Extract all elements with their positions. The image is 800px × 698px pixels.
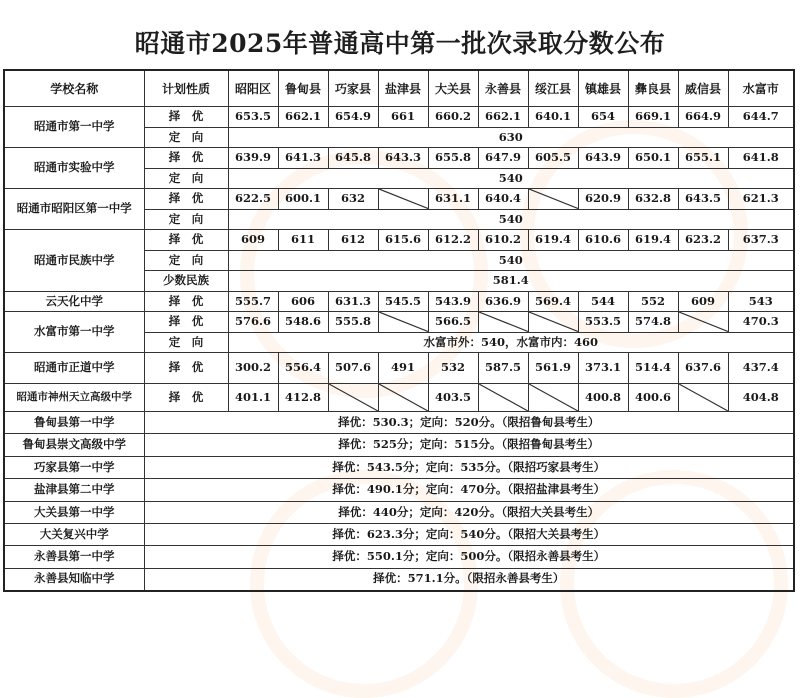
plan-type-dingxiang: 定 向 xyxy=(144,332,228,353)
header-plan: 计划性质 xyxy=(144,70,228,107)
score-note-cell: 择优：525分；定向：515分。（限招鲁甸县考生） xyxy=(144,434,794,456)
score-cell: 631.1 xyxy=(428,189,478,210)
score-cell: 548.6 xyxy=(278,312,328,333)
score-cell: 660.2 xyxy=(428,107,478,128)
school-name: 昭通市民族中学 xyxy=(4,230,144,292)
score-note-cell: 择优：623.3分；定向：540分。（限招大关县考生） xyxy=(144,523,794,545)
table-row xyxy=(4,456,794,478)
school-name: 巧家县第一中学 xyxy=(4,456,144,478)
score-cell: 606 xyxy=(278,291,328,312)
school-name: 昭通市昭阳区第一中学 xyxy=(4,189,144,230)
school-name: 永善县第一中学 xyxy=(4,546,144,568)
school-name: 云天化中学 xyxy=(4,291,144,312)
score-cell: 470.3 xyxy=(728,312,794,333)
score-cell: 623.2 xyxy=(678,230,728,251)
score-cell: 553.5 xyxy=(578,312,628,333)
header-region: 巧家县 xyxy=(328,70,378,107)
score-cell: 543.9 xyxy=(428,291,478,312)
table-row xyxy=(4,479,794,501)
score-cell: 619.4 xyxy=(628,230,678,251)
score-cell: 569.4 xyxy=(528,291,578,312)
plan-type-zeyou: 择 优 xyxy=(144,230,228,251)
empty-slash-cell xyxy=(378,384,428,412)
score-cell: 610.2 xyxy=(478,230,528,251)
empty-slash-cell xyxy=(528,384,578,412)
school-name: 昭通市实验中学 xyxy=(4,148,144,189)
score-cell: 620.9 xyxy=(578,189,628,210)
score-cell: 404.8 xyxy=(728,384,794,412)
score-cell: 654.9 xyxy=(328,107,378,128)
score-cell: 600.1 xyxy=(278,189,328,210)
score-cell: 662.1 xyxy=(478,107,528,128)
table-row xyxy=(4,384,794,412)
score-cell: 373.1 xyxy=(578,353,628,384)
score-cell: 532 xyxy=(428,353,478,384)
score-cell: 619.4 xyxy=(528,230,578,251)
table-row xyxy=(4,291,794,312)
table-row xyxy=(4,148,794,169)
school-name: 水富市第一中学 xyxy=(4,312,144,353)
score-cell: 609 xyxy=(228,230,278,251)
school-name: 盐津县第二中学 xyxy=(4,479,144,501)
school-name: 鲁甸县崇文高级中学 xyxy=(4,434,144,456)
score-cell: 632.8 xyxy=(628,189,678,210)
score-cell: 552 xyxy=(628,291,678,312)
score-cell: 653.5 xyxy=(228,107,278,128)
score-cell: 637.3 xyxy=(728,230,794,251)
header-region: 永善县 xyxy=(478,70,528,107)
directed-score-cell: 540 xyxy=(228,250,794,271)
score-cell: 612.2 xyxy=(428,230,478,251)
plan-type-dingxiang: 定 向 xyxy=(144,168,228,189)
table-row xyxy=(4,230,794,251)
school-name: 昭通市正道中学 xyxy=(4,353,144,384)
score-cell: 669.1 xyxy=(628,107,678,128)
header-region: 水富市 xyxy=(728,70,794,107)
table-row xyxy=(4,546,794,568)
empty-slash-cell xyxy=(378,312,428,333)
score-cell: 647.9 xyxy=(478,148,528,169)
diagonal-slash-icon xyxy=(479,312,528,332)
diagonal-slash-icon xyxy=(529,189,578,209)
empty-slash-cell xyxy=(678,312,728,333)
table-row xyxy=(4,189,794,210)
score-cell: 615.6 xyxy=(378,230,428,251)
school-name: 昭通市神州天立高级中学 xyxy=(4,384,144,412)
score-cell: 566.5 xyxy=(428,312,478,333)
score-cell: 643.9 xyxy=(578,148,628,169)
empty-slash-cell xyxy=(528,312,578,333)
diagonal-slash-icon xyxy=(479,384,528,411)
empty-slash-cell xyxy=(328,384,378,412)
header-region: 盐津县 xyxy=(378,70,428,107)
score-cell: 664.9 xyxy=(678,107,728,128)
admission-score-table xyxy=(3,69,795,592)
score-cell: 632 xyxy=(328,189,378,210)
score-cell: 605.5 xyxy=(528,148,578,169)
header-region: 绥江县 xyxy=(528,70,578,107)
score-cell: 644.7 xyxy=(728,107,794,128)
score-cell: 643.5 xyxy=(678,189,728,210)
score-cell: 636.9 xyxy=(478,291,528,312)
plan-type-zeyou: 择 优 xyxy=(144,189,228,210)
diagonal-slash-icon xyxy=(679,384,728,411)
score-note-cell: 择优：490.1分；定向：470分。（限招盐津县考生） xyxy=(144,479,794,501)
school-name: 昭通市第一中学 xyxy=(4,107,144,148)
plan-type-zeyou: 择 优 xyxy=(144,384,228,412)
score-cell: 622.5 xyxy=(228,189,278,210)
score-cell: 662.1 xyxy=(278,107,328,128)
score-cell: 403.5 xyxy=(428,384,478,412)
diagonal-slash-icon xyxy=(379,189,428,209)
score-cell: 610.6 xyxy=(578,230,628,251)
plan-type-zeyou: 择 优 xyxy=(144,312,228,333)
score-cell: 643.3 xyxy=(378,148,428,169)
school-name: 大关县第一中学 xyxy=(4,501,144,523)
table-row xyxy=(4,107,794,128)
table-row xyxy=(4,353,794,384)
empty-slash-cell xyxy=(478,312,528,333)
school-name: 永善县知临中学 xyxy=(4,568,144,590)
score-cell: 576.6 xyxy=(228,312,278,333)
score-cell: 641.3 xyxy=(278,148,328,169)
score-cell: 491 xyxy=(378,353,428,384)
plan-type-dingxiang: 定 向 xyxy=(144,209,228,230)
score-cell: 556.4 xyxy=(278,353,328,384)
minority-score-cell: 581.4 xyxy=(228,271,794,292)
diagonal-slash-icon xyxy=(329,384,378,411)
score-cell: 612 xyxy=(328,230,378,251)
table-row xyxy=(4,312,794,333)
header-region: 大关县 xyxy=(428,70,478,107)
table-row xyxy=(4,568,794,590)
score-cell: 300.2 xyxy=(228,353,278,384)
plan-type-zeyou: 择 优 xyxy=(144,353,228,384)
header-region: 昭阳区 xyxy=(228,70,278,107)
score-cell: 412.8 xyxy=(278,384,328,412)
score-note-cell: 择优：550.1分；定向：500分。（限招永善县考生） xyxy=(144,546,794,568)
score-cell: 514.4 xyxy=(628,353,678,384)
score-cell: 650.1 xyxy=(628,148,678,169)
diagonal-slash-icon xyxy=(379,384,428,411)
header-region: 鲁甸县 xyxy=(278,70,328,107)
score-cell: 640.4 xyxy=(478,189,528,210)
header-region: 镇雄县 xyxy=(578,70,628,107)
score-cell: 654 xyxy=(578,107,628,128)
plan-type-zeyou: 择 优 xyxy=(144,107,228,128)
empty-slash-cell xyxy=(678,384,728,412)
directed-score-cell: 水富市外：540，水富市内：460 xyxy=(228,332,794,353)
score-note-cell: 择优：543.5分；定向：535分。（限招巧家县考生） xyxy=(144,456,794,478)
score-cell: 544 xyxy=(578,291,628,312)
score-cell: 555.8 xyxy=(328,312,378,333)
score-cell: 543 xyxy=(728,291,794,312)
school-name: 大关复兴中学 xyxy=(4,523,144,545)
score-cell: 639.9 xyxy=(228,148,278,169)
score-cell: 640.1 xyxy=(528,107,578,128)
plan-type-dingxiang: 定 向 xyxy=(144,127,228,148)
table-row xyxy=(4,412,794,434)
empty-slash-cell xyxy=(478,384,528,412)
score-cell: 555.7 xyxy=(228,291,278,312)
header-school: 学校名称 xyxy=(4,70,144,107)
score-note-cell: 择优：440分；定向：420分。（限招大关县考生） xyxy=(144,501,794,523)
score-cell: 621.3 xyxy=(728,189,794,210)
score-note-cell: 择优：530.3；定向：520分。（限招鲁甸县考生） xyxy=(144,412,794,434)
score-cell: 641.8 xyxy=(728,148,794,169)
empty-slash-cell xyxy=(528,189,578,210)
directed-score-cell: 630 xyxy=(228,127,794,148)
table-row xyxy=(4,523,794,545)
score-note-cell: 择优：571.1分。（限招永善县考生） xyxy=(144,568,794,590)
score-cell: 574.8 xyxy=(628,312,678,333)
directed-score-cell: 540 xyxy=(228,209,794,230)
directed-score-cell: 540 xyxy=(228,168,794,189)
score-cell: 637.6 xyxy=(678,353,728,384)
score-cell: 609 xyxy=(678,291,728,312)
score-cell: 631.3 xyxy=(328,291,378,312)
score-cell: 401.1 xyxy=(228,384,278,412)
score-cell: 611 xyxy=(278,230,328,251)
score-cell: 507.6 xyxy=(328,353,378,384)
diagonal-slash-icon xyxy=(529,384,578,411)
table-header-row xyxy=(4,70,794,107)
plan-type-zeyou: 择 优 xyxy=(144,148,228,169)
empty-slash-cell xyxy=(378,189,428,210)
school-name: 鲁甸县第一中学 xyxy=(4,412,144,434)
plan-type-dingxiang: 定 向 xyxy=(144,250,228,271)
score-cell: 561.9 xyxy=(528,353,578,384)
score-cell: 587.5 xyxy=(478,353,528,384)
score-cell: 437.4 xyxy=(728,353,794,384)
header-region: 威信县 xyxy=(678,70,728,107)
score-cell: 545.5 xyxy=(378,291,428,312)
diagonal-slash-icon xyxy=(529,312,578,332)
plan-type-zeyou: 择 优 xyxy=(144,291,228,312)
score-cell: 661 xyxy=(378,107,428,128)
table-row xyxy=(4,434,794,456)
score-cell: 400.6 xyxy=(628,384,678,412)
table-row xyxy=(4,501,794,523)
page-title: 昭通市2025年普通高中第一批次录取分数公布 xyxy=(134,29,666,58)
score-cell: 655.8 xyxy=(428,148,478,169)
score-cell: 400.8 xyxy=(578,384,628,412)
diagonal-slash-icon xyxy=(679,312,728,332)
diagonal-slash-icon xyxy=(379,312,428,332)
plan-type-minority: 少数民族 xyxy=(144,271,228,292)
score-cell: 645.8 xyxy=(328,148,378,169)
header-region: 彝良县 xyxy=(628,70,678,107)
score-cell: 655.1 xyxy=(678,148,728,169)
